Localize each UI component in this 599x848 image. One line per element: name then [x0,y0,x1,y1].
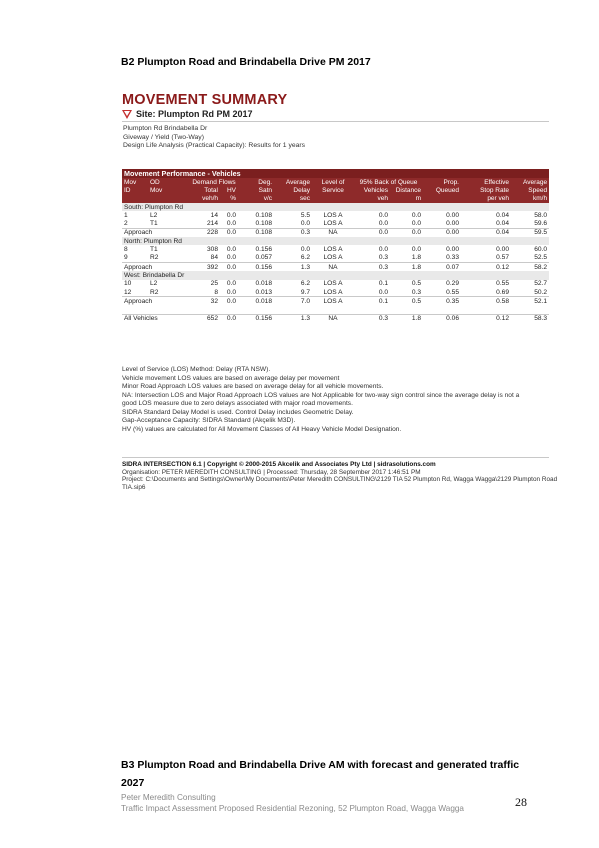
table-title-row [122,169,549,178]
approach-label: West: Brindabella Dr [122,271,549,279]
table-cell: 32 [190,297,220,306]
table-row [122,254,549,263]
header-stop-rate: Stop Rate [461,186,511,194]
header-deg: Deg. [238,178,274,186]
movement-summary-title: MOVEMENT SUMMARY [122,92,288,108]
header-percent: % [220,195,238,203]
table-cell: 0.0 [220,262,238,271]
table-cell: T1 [150,246,158,254]
table-cell: 0.12 [461,262,511,271]
table-cell: 392 [190,262,220,271]
table-cell: 0.04 [461,228,511,237]
table-cell: 0.69 [496,288,509,296]
table-cell: 0.0 [300,220,310,228]
table-cell: 0.07 [423,262,461,271]
approach-summary-row [122,297,549,306]
header-average-delay: Average [274,178,312,186]
table-cell: 8 [214,288,218,296]
header-v-c: v/c [238,195,274,203]
site-label: Site: Plumpton Rd PM 2017 [136,109,253,119]
note-line: good LOS measure due to zero delays associated with major road movements. [122,400,353,407]
table-cell: 6.2 [300,254,310,262]
table-cell: 52.7 [534,280,548,288]
table-cell: 0.0 [226,246,236,254]
header-delay: Delay [274,186,312,194]
sidra-project-path: Project: C:\Documents and Settings\Owner\My Documents\Peter Meredith CONSULTING\2129 TIA 52 Plumpton Rd, Wagga Wagga\2129 Plumpton Road [122,476,558,484]
table-cell: 0.108 [238,228,274,237]
header-od-mov: Mov [148,186,190,194]
table-cell: 0.0 [390,228,423,237]
approach-row-label: Approach [122,297,190,306]
movement-performance-table [122,169,549,323]
table-cell: 0.0 [378,288,388,296]
table-cell: 0.12 [461,314,511,323]
table-cell: 0.06 [423,314,461,323]
header-sec: sec [274,195,312,203]
table-cell: 0.0 [226,211,236,219]
header-id: ID [122,186,148,194]
table-cell: 0.5 [411,280,421,288]
table-cell: 0.5 [390,297,423,306]
table-cell: 58.0 [534,211,548,219]
note-line: Gap-Acceptance Capacity: SIDRA Standard (Akçelik M3D). [122,417,296,424]
header-total: Total [190,186,220,194]
header-row-1 [122,178,549,186]
footer-rule [122,457,549,458]
title-rule [122,121,549,122]
table-cell: LOS A [323,288,343,296]
header-hv: HV [220,186,238,194]
header-per-veh: per veh [461,195,511,203]
table-cell: 0.156 [255,246,272,254]
table-cell: 0.0 [226,220,236,228]
table-cell: 0.0 [226,254,236,262]
table-cell: 0.0 [378,246,388,254]
header-veh-h: veh/h [190,195,220,203]
site-name: Plumpton Rd Brindabella Dr [123,125,208,132]
site-meta [123,125,305,151]
page-footer [121,793,464,814]
header-row-2 [122,186,549,194]
table-cell: 1.3 [274,262,312,271]
all-vehicles-row [122,314,549,323]
approach-row-label: Approach [122,228,190,237]
footer-company: Peter Meredith Consulting [121,793,216,802]
table-cell: L2 [150,211,158,219]
table-row [122,288,549,297]
table-cell: 60.0 [534,246,548,254]
table-cell: T1 [150,220,158,228]
all-vehicles-label: All Vehicles [122,314,190,323]
site-triangle-icon [122,110,132,119]
table-cell: 7.0 [274,297,312,306]
table-cell: 2 [124,220,128,228]
table-cell: 0.0 [220,297,238,306]
table-cell: LOS A [323,220,343,228]
header-row-3 [122,195,549,203]
header-km-h: km/h [511,195,549,203]
header-satn: Satn [238,186,274,194]
table-cell: 0.35 [423,297,461,306]
header-veh: veh [354,195,390,203]
section-b3-heading-year: 2027 [121,777,145,789]
table-cell: 308 [206,246,218,254]
notes-block [122,366,552,434]
table-cell: 0.55 [446,288,459,296]
table-cell: 0.0 [354,228,390,237]
table-cell: 0.0 [226,288,236,296]
table-cell: 0.00 [496,246,509,254]
approach-label: North: Plumpton Rd [122,237,549,245]
approach-summary-row [122,262,549,271]
table-cell: 0.04 [496,220,509,228]
table-cell: 1.8 [390,262,423,271]
note-line: HV (%) values are calculated for All Movement Classes of All Heavy Vehicle Model Designation. [122,425,402,433]
table-cell: 14 [210,211,218,219]
table-cell: 50.2 [534,288,548,296]
table-cell: 0.3 [378,254,388,262]
approach-label: South: Plumpton Rd [122,203,549,211]
table-cell: 12 [124,288,132,296]
table-cell: 0.1 [354,297,390,306]
table-cell: 1.8 [390,314,423,323]
table-cell: 58.2 [511,262,549,271]
table-cell: 0.156 [238,314,274,323]
table-cell: 0.00 [446,211,459,219]
table-cell: 0.0 [411,246,421,254]
header-back-of-queue: 95% Back of Queue [354,178,423,186]
table-cell: 1 [124,211,128,219]
table-cell: 84 [210,254,218,262]
table-cell: 59.6 [534,220,548,228]
table-cell: LOS A [323,246,343,254]
table-cell: 0.0 [300,246,310,254]
table-cell: 1.8 [411,254,421,262]
table-cell: NA [312,262,354,271]
control-type: Giveway / Yield (Two-Way) [123,133,204,141]
table-cell: 8 [124,246,128,254]
approach-row-label: Approach [122,262,190,271]
table-cell: 0.57 [496,254,509,262]
table-cell: 0.108 [255,211,272,219]
table-title: Movement Performance - Vehicles [122,169,549,178]
table-cell: 6.2 [300,280,310,288]
table-cell: NA [312,314,354,323]
table-cell: 0.3 [274,228,312,237]
sidra-copyright: SIDRA INTERSECTION 6.1 | Copyright © 2000-2015 Akcelik and Associates Pty Ltd | sidrasolutions.com [122,461,436,468]
table-cell: 0.55 [496,280,509,288]
table-spacer [122,305,549,314]
table-cell: 0.1 [378,280,388,288]
table-cell: 0.33 [446,254,459,262]
table-cell: 0.0 [226,280,236,288]
sidra-footer [122,461,562,491]
table-cell: 52.1 [511,297,549,306]
header-effective: Effective [461,178,511,186]
header-speed: Speed [511,186,549,194]
table-cell: 0.0 [411,211,421,219]
table-cell: 0.0 [411,220,421,228]
sidra-organisation: Organisation: PETER MEREDITH CONSULTING | Processed: Thursday, 28 September 2017 1:46:51 PM [122,468,421,476]
table-cell: 5.5 [300,211,310,219]
table-row [122,245,549,253]
table-cell: 52.5 [534,254,548,262]
table-cell: 58.3 [511,314,549,323]
table-cell: 0.018 [255,280,272,288]
table-cell: LOS A [323,254,343,262]
header-prop: Prop. [423,178,461,186]
table-cell: 228 [190,228,220,237]
table-cell: 0.00 [446,246,459,254]
approach-group-header [122,271,549,279]
table-cell: 0.013 [255,288,272,296]
table-cell: 9.7 [300,288,310,296]
table-cell: LOS A [312,297,354,306]
header-level-of: Level of [312,178,354,186]
footer-document-title: Traffic Impact Assessment Proposed Residential Rezoning, 52 Plumpton Road, Wagga Wagga [121,803,464,813]
page-number: 28 [515,795,527,809]
table-cell: 0.3 [354,314,390,323]
table-cell: 0.0 [220,228,238,237]
table-cell: 0.156 [238,262,274,271]
table-cell: 214 [206,220,218,228]
table-cell: 25 [210,280,218,288]
analysis-type: Design Life Analysis (Practical Capacity): Results for 1 years [123,142,306,150]
site-line [122,109,253,119]
header-vehicles: Vehicles [354,186,390,194]
table-cell: 0.0 [220,314,238,323]
header-average-speed: Average [511,178,549,186]
table-row [122,211,549,219]
approach-group-header [122,203,549,211]
table-cell: 0.00 [446,220,459,228]
table-cell: 0.29 [446,280,459,288]
note-line: NA: Intersection LOS and Major Road Approach LOS values are Not Applicable for two-way sign control since the average delay is not a [122,391,520,399]
table-cell: 0.057 [255,254,272,262]
table-cell: R2 [150,254,159,262]
note-line: SIDRA Standard Delay Model is used. Control Delay includes Geometric Delay. [122,408,354,416]
table-cell: 0.3 [354,262,390,271]
section-b2-heading: B2 Plumpton Road and Brindabella Drive PM 2017 [121,56,371,68]
section-b3-heading: B3 Plumpton Road and Brindabella Drive AM with forecast and generated traffic [121,759,520,771]
table-cell: 0.58 [461,297,511,306]
table-cell: 652 [190,314,220,323]
table-cell: R2 [150,288,159,296]
table-cell: 0.108 [255,220,272,228]
header-demand-flows: Demand Flows [190,178,238,186]
table-cell: 0.018 [238,297,274,306]
table-cell: L2 [150,280,158,288]
note-line: Minor Road Approach LOS values are based on average delay for all vehicle movements. [122,383,384,390]
header-m: m [390,195,423,203]
table-cell: 0.0 [378,211,388,219]
header-service: Service [312,186,354,194]
table-cell: 0.0 [378,220,388,228]
table-cell: 9 [124,254,128,262]
table-cell: 1.3 [274,314,312,323]
table-cell: 0.3 [411,288,421,296]
table-cell: 0.04 [496,211,509,219]
table-cell: NA [312,228,354,237]
note-line: Level of Service (LOS) Method: Delay (RTA NSW). [122,366,271,373]
approach-summary-row [122,228,549,237]
table-cell: 59.5 [511,228,549,237]
table-cell: 0.00 [423,228,461,237]
note-line: Vehicle movement LOS values are based on average delay per movement [122,374,340,382]
header-od: OD [148,178,190,186]
header-distance: Distance [390,186,423,194]
approach-group-header [122,237,549,245]
table-cell: 10 [124,280,132,288]
header-mov: Mov [122,178,148,186]
table-row [122,219,549,228]
table-cell: LOS A [323,211,343,219]
header-queued: Queued [423,186,461,194]
table-cell: LOS A [323,280,343,288]
sidra-project-file: TIA.sip6 [122,483,146,491]
table-row [122,280,549,288]
